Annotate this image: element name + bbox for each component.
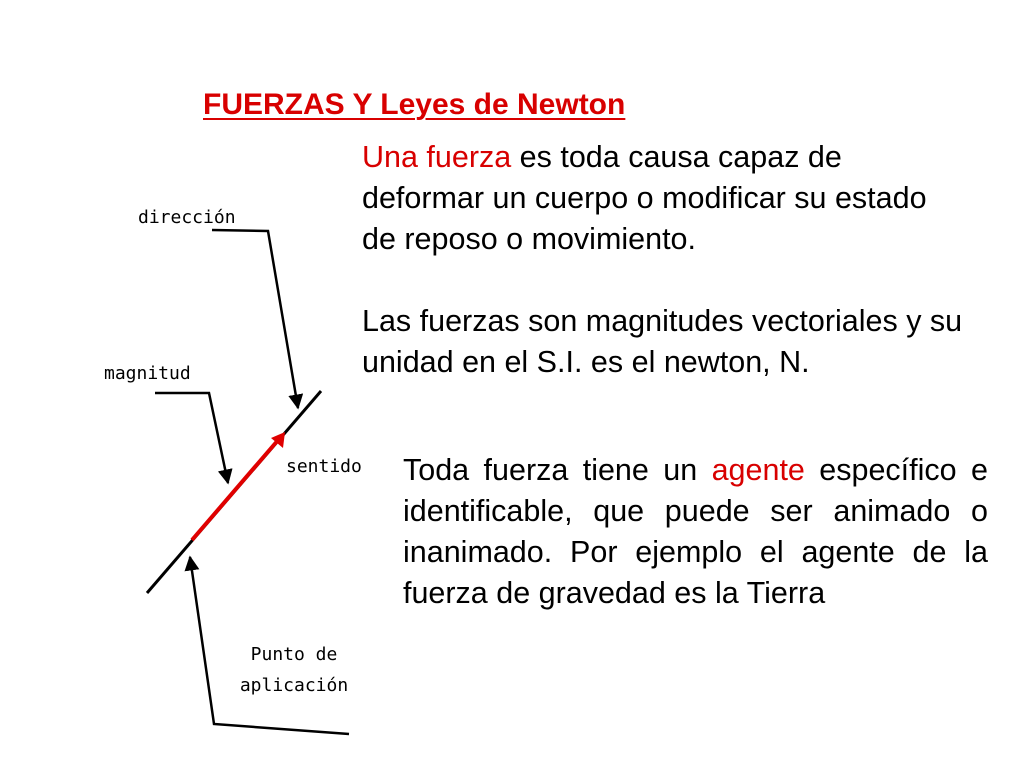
direction-pointer: [212, 230, 298, 408]
force-term: Una fuerza: [362, 140, 512, 174]
agent-note-start: Toda fuerza tiene un: [403, 453, 712, 487]
force-vector: [192, 439, 279, 540]
sense-label: sentido: [286, 456, 362, 477]
agent-term: agente: [711, 453, 805, 487]
magnitude-label: magnitud: [104, 363, 191, 384]
vector-magnitude-note: Las fuerzas son magnitudes vectoriales y su unidad en el S.I. es el newton, N.: [362, 304, 963, 379]
force-definition-text: es toda causa capaz de deformar un cuerpo o modificar su estado de reposo o movimiento.: [362, 140, 927, 256]
magnitude-pointer: [155, 393, 228, 483]
slide-title: FUERZAS Y Leyes de Newton: [203, 88, 626, 121]
application-point-label: Punto de aplicación: [239, 644, 349, 696]
agent-note-end: específico e identificable, que puede ser animado o inanimado. Por ejemplo el agente de la fuerza de gravedad es la Tierra: [403, 453, 988, 610]
direction-label: dirección: [138, 207, 236, 228]
